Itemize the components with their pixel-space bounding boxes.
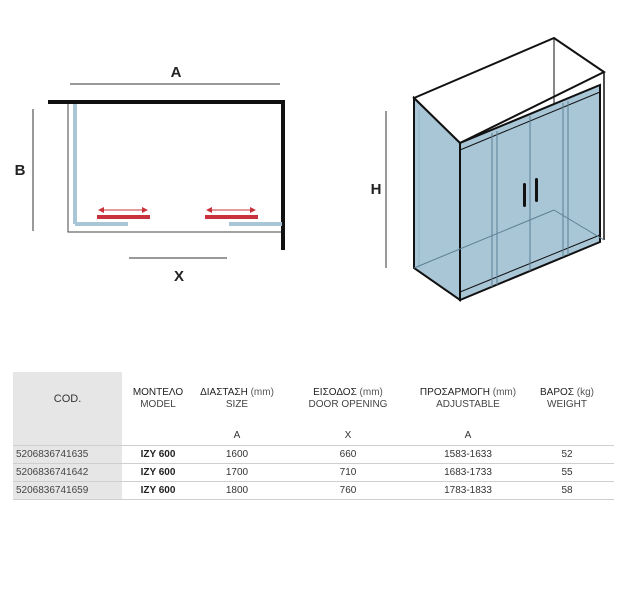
table-row (13, 446, 614, 464)
header-size-gr: ΔΙΑΣΤΑΣΗ (200, 387, 248, 398)
plan-view (15, 64, 285, 285)
door-handle-left-icon (523, 183, 526, 207)
enclosure-side-glass (414, 98, 460, 300)
arrow-right-icon (206, 207, 256, 213)
table-row (13, 464, 614, 482)
header-size (194, 372, 280, 426)
cell-code: 5206836741635 (13, 446, 122, 464)
cell-weight: 58 (520, 482, 614, 500)
subheader-size: A (233, 430, 241, 441)
elevation-view (371, 38, 604, 300)
header-size-unit: (mm) (250, 387, 274, 398)
header-weight-unit: (kg) (576, 387, 594, 398)
cell-adjust: 1783-1833 (416, 482, 520, 500)
cell-size: 1600 (194, 446, 280, 464)
cell-model: IZY 600 (122, 482, 194, 500)
plan-wall-outline (68, 103, 283, 232)
header-adjust (416, 372, 520, 426)
cell-size: 1700 (194, 464, 280, 482)
header-code: COD. (13, 372, 122, 426)
header-weight (520, 372, 614, 426)
header-size-en: SIZE (225, 399, 249, 410)
cell-size: 1800 (194, 482, 280, 500)
dimension-label-a: A (170, 64, 182, 81)
cell-code: 5206836741659 (13, 482, 122, 500)
header-adjust-en: ADJUSTABLE (436, 399, 500, 410)
cell-weight: 52 (520, 446, 614, 464)
table-subheader-row (13, 426, 614, 446)
cell-opening: 710 (280, 464, 416, 482)
header-weight-gr: ΒΑΡΟΣ (540, 387, 574, 398)
table-header-row (13, 372, 614, 426)
header-opening (280, 372, 416, 426)
cell-opening: 660 (280, 446, 416, 464)
specifications-table (13, 372, 614, 500)
cell-opening: 760 (280, 482, 416, 500)
arrow-left-icon (98, 207, 148, 213)
header-model-gr: ΜΟΝΤΕΛΟ (132, 387, 184, 398)
header-adjust-gr: ΠΡΟΣΑΡΜΟΓΗ (419, 387, 490, 398)
door-handle-right-icon (535, 178, 538, 202)
header-model (122, 372, 194, 426)
header-model-en: MODEL (140, 399, 176, 410)
cell-model: IZY 600 (122, 446, 194, 464)
cell-weight: 55 (520, 464, 614, 482)
dimension-label-x: X (173, 268, 185, 285)
header-opening-en: DOOR OPENING (308, 399, 388, 410)
dimension-label-b: B (14, 162, 26, 179)
subheader-opening: X (344, 430, 352, 441)
subheader-adjust: A (464, 430, 472, 441)
cell-model: IZY 600 (122, 464, 194, 482)
dimension-label-h: H (370, 181, 382, 198)
header-weight-en: WEIGHT (547, 399, 587, 410)
header-opening-gr: ΕΙΣΟΔΟΣ (313, 387, 357, 398)
header-adjust-unit: (mm) (492, 387, 517, 398)
cell-adjust: 1583-1633 (416, 446, 520, 464)
header-opening-unit: (mm) (359, 387, 383, 398)
cell-code: 5206836741642 (13, 464, 122, 482)
cell-adjust: 1683-1733 (416, 464, 520, 482)
table-row (13, 482, 614, 500)
